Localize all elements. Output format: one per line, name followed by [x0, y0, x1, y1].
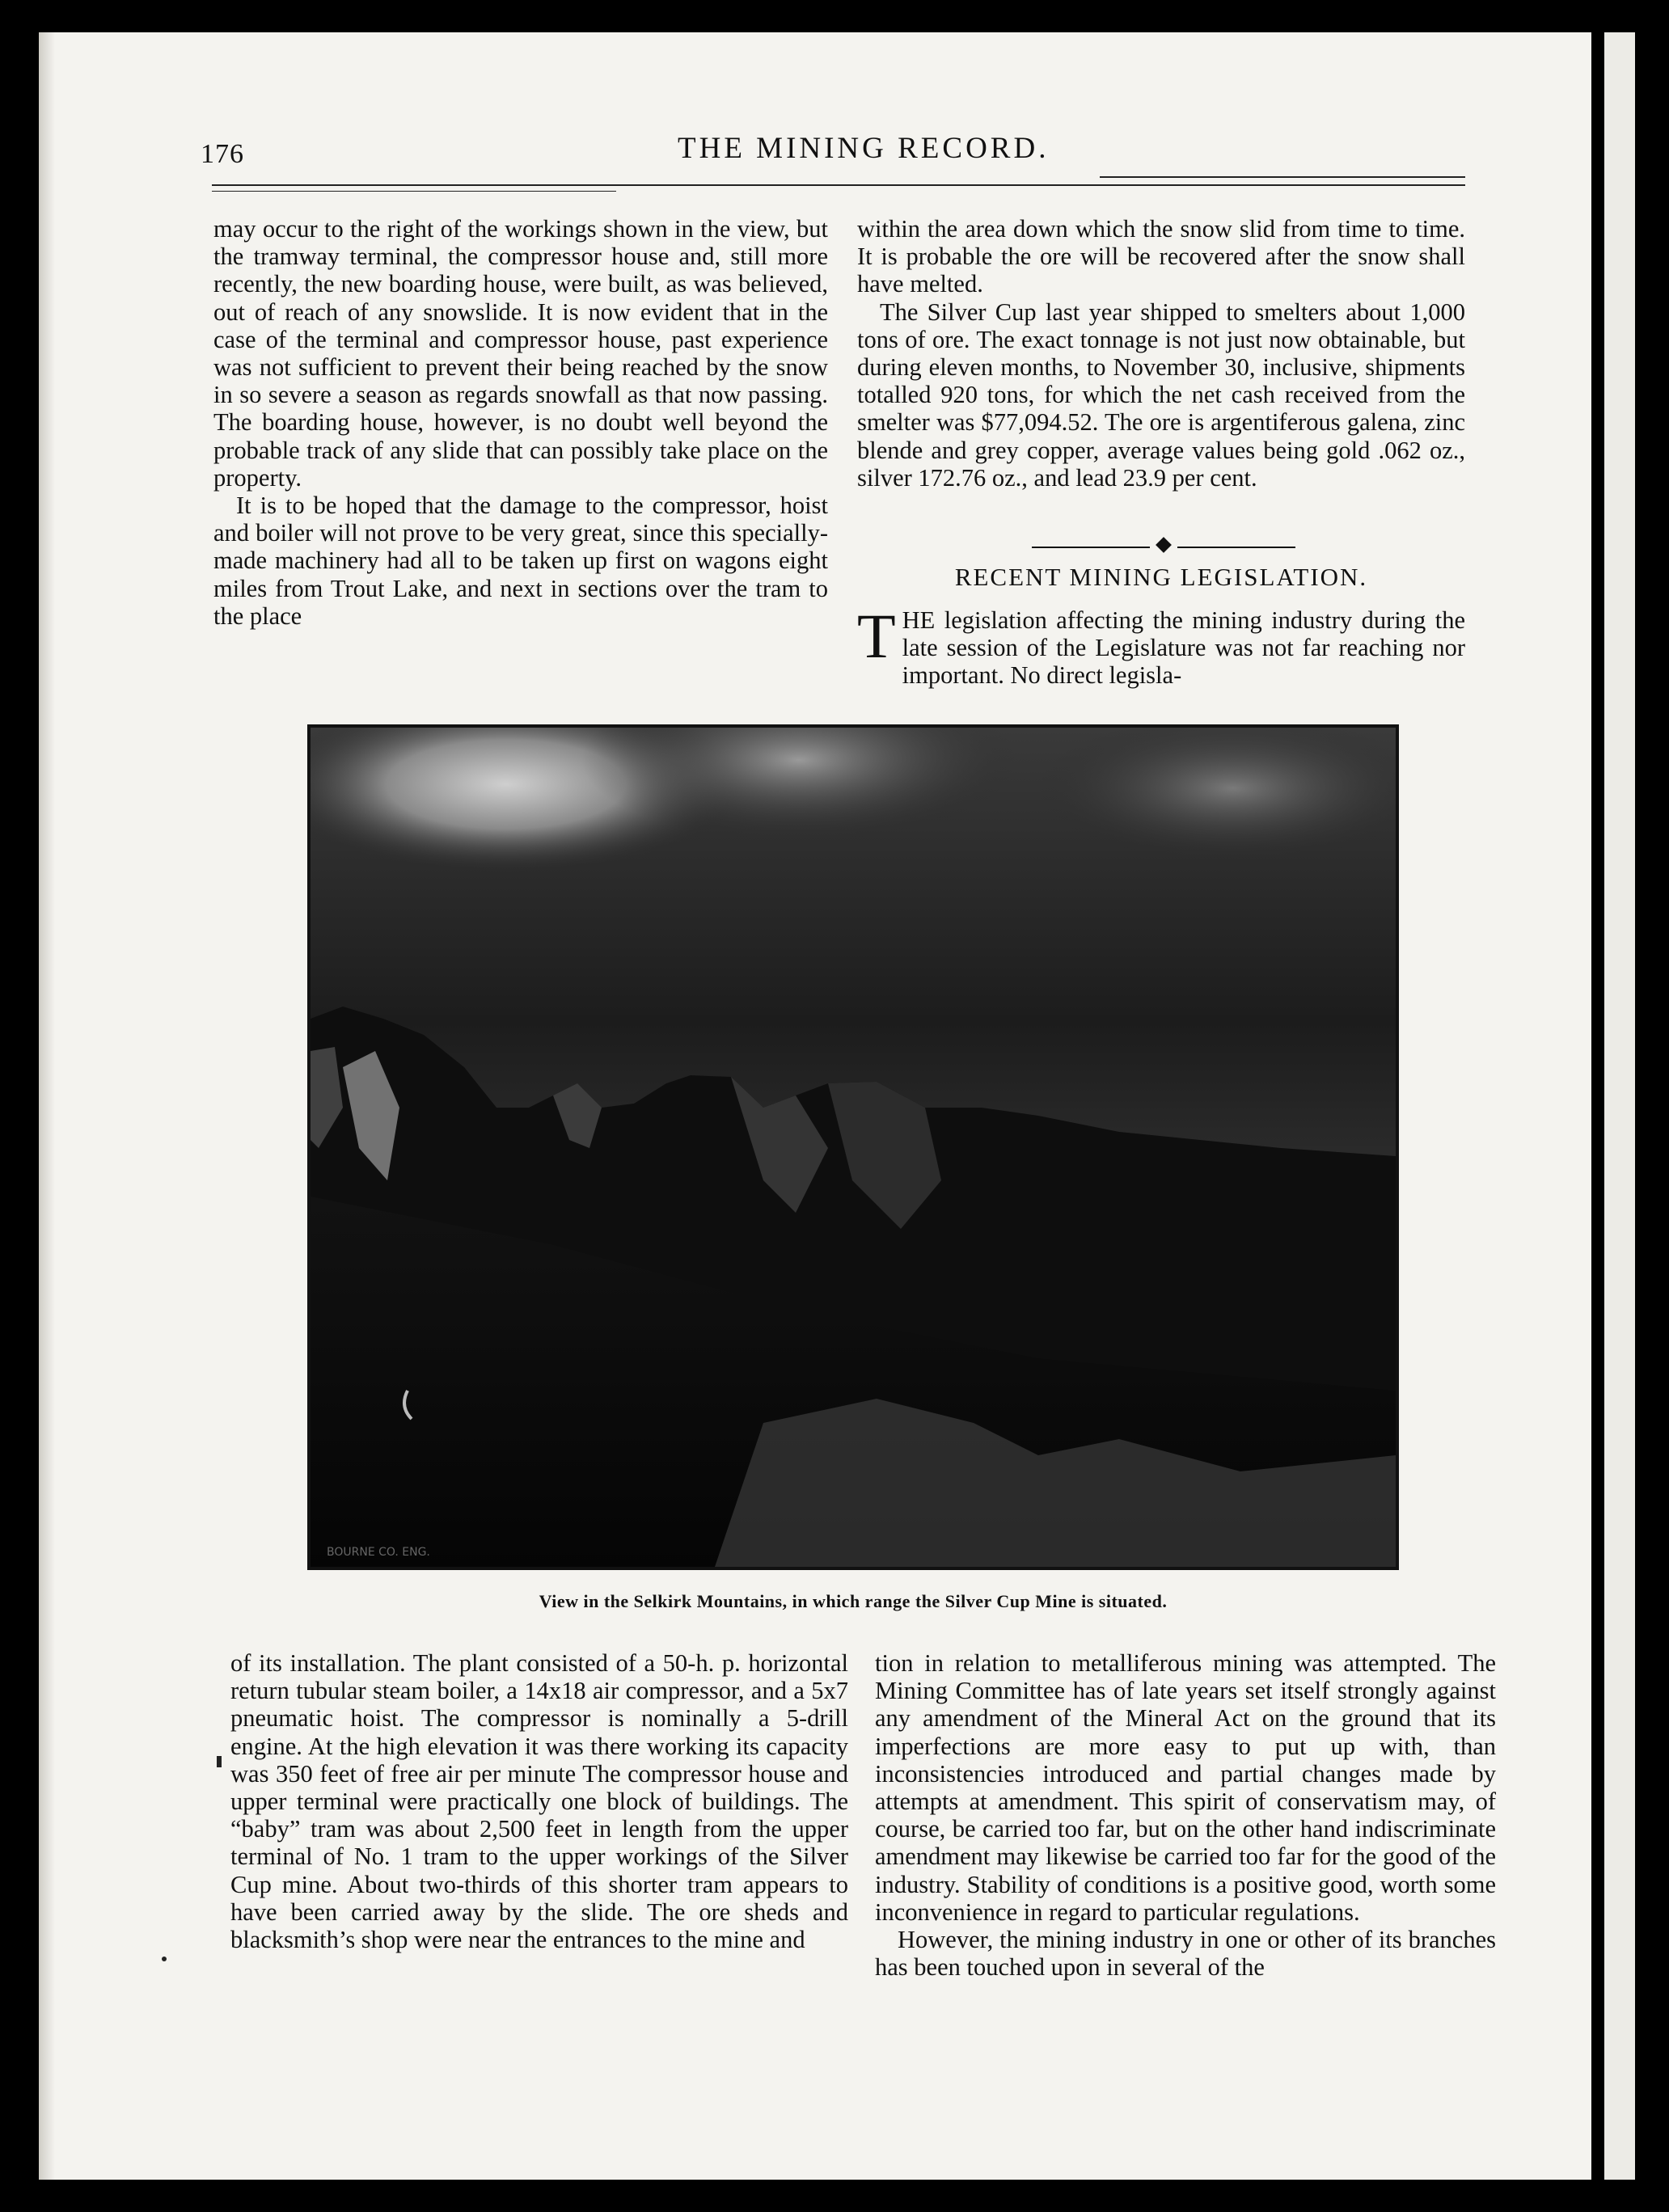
article-column-right — [857, 215, 1465, 492]
paragraph: may occur to the right of the workings shown in the view, but the tramway terminal, the compressor house and, still more recently, the new boarding house, were built, as was believed, out of reach of any snowslide. It is now evident that in the case of the terminal and compressor house, past experience was not sufficient to prevent their being reached by the snow in so severe a season as regards snowfall as that now passing. The boarding house, however, is no doubt well beyond the probable track of any slide that can possibly take place on the property. — [213, 215, 828, 492]
section-separator-right — [1177, 547, 1295, 548]
print-speck — [162, 1957, 167, 1961]
header-rule-thin-right — [1100, 176, 1465, 178]
mountain-photo-image — [311, 728, 1396, 1567]
header-rule-thin-left — [212, 191, 616, 192]
mountain-photograph — [307, 724, 1399, 1570]
page-number: 176 — [201, 139, 244, 169]
paragraph: tion in relation to metalliferous mining was attempted. The Mining Committee has of late years set itself strongly against any amendment of the Mineral Act on the ground that its imperfections are more easy to put up with, than inconsistencies introduced and partial changes made by attempts at amendment. This spirit of conservatism may, of course, be carried too far, but on the other hand indiscriminate amendment may likewise be carried too far for the good of the industry. Stability of conditions is a positive good, worth some inconvenience in regard to particular regulations. — [875, 1649, 1496, 1926]
paragraph: within the area down which the snow slid from time to time. It is probable the ore will be recovered after the snow shall have melted. — [857, 215, 1465, 298]
next-page-edge — [1604, 32, 1635, 2180]
journal-title: THE MINING RECORD. — [678, 132, 1050, 165]
engraver-mark: BOURNE CO. ENG. — [327, 1546, 430, 1559]
print-speck — [217, 1756, 222, 1767]
section-heading: RECENT MINING LEGISLATION. — [954, 563, 1368, 591]
paragraph: of its installation. The plant consisted of a 50-h. p. horizontal return tubular steam boiler, a 14x18 air compressor, and a 5x7 pneumatic hoist. The compressor is nominally a 5-drill engine. At the high elevation it was there working its capacity was 350 feet of free air per minute The compressor house and upper terminal were practically one block of buildings. The “baby” tram was about 2,500 feet in length from the upper terminal of No. 1 tram to the upper workings of the Silver Cup mine. About two-thirds of this shorter tram appears to have been carried away by the slide. The ore sheds and blacksmith’s shop were near the entrances to the mine and — [230, 1649, 848, 1954]
article-column-left — [213, 215, 828, 630]
article-opening — [857, 601, 1465, 690]
drop-cap: T — [857, 601, 896, 671]
header-rule — [212, 184, 1465, 186]
paragraph: However, the mining industry in one or other of its branches has been touched upon in several of the — [875, 1926, 1496, 1982]
page-edge-shadow — [39, 32, 55, 2180]
article-continuation-right — [875, 1649, 1496, 1981]
section-separator-left — [1032, 547, 1150, 548]
figure-caption: View in the Selkirk Mountains, in which range the Silver Cup Mine is situated. — [539, 1591, 1168, 1611]
paragraph: It is to be hoped that the damage to the compressor, hoist and boiler will not prove to be very great, since this specially-made machinery had all to be taken up first on wagons eight miles from Trout Lake, and next in sections over the tram to the place — [213, 492, 828, 630]
opening-paragraph: HE legislation affecting the mining industry during the late session of the Legislature was not far reaching nor important. No direct legisla- — [902, 606, 1465, 690]
paragraph: The Silver Cup last year shipped to smelters about 1,000 tons of ore. The exact tonnage is not just now obtainable, but during eleven months, to November 30, inclusive, shipments totalled 920 tons, for which the net cash received from the smelter was $77,094.52. The ore is argentiferous galena, zinc blende and grey copper, average values being gold .062 oz., silver 172.76 oz., and lead 23.9 per cent. — [857, 298, 1465, 492]
article-continuation-left — [230, 1649, 848, 1953]
